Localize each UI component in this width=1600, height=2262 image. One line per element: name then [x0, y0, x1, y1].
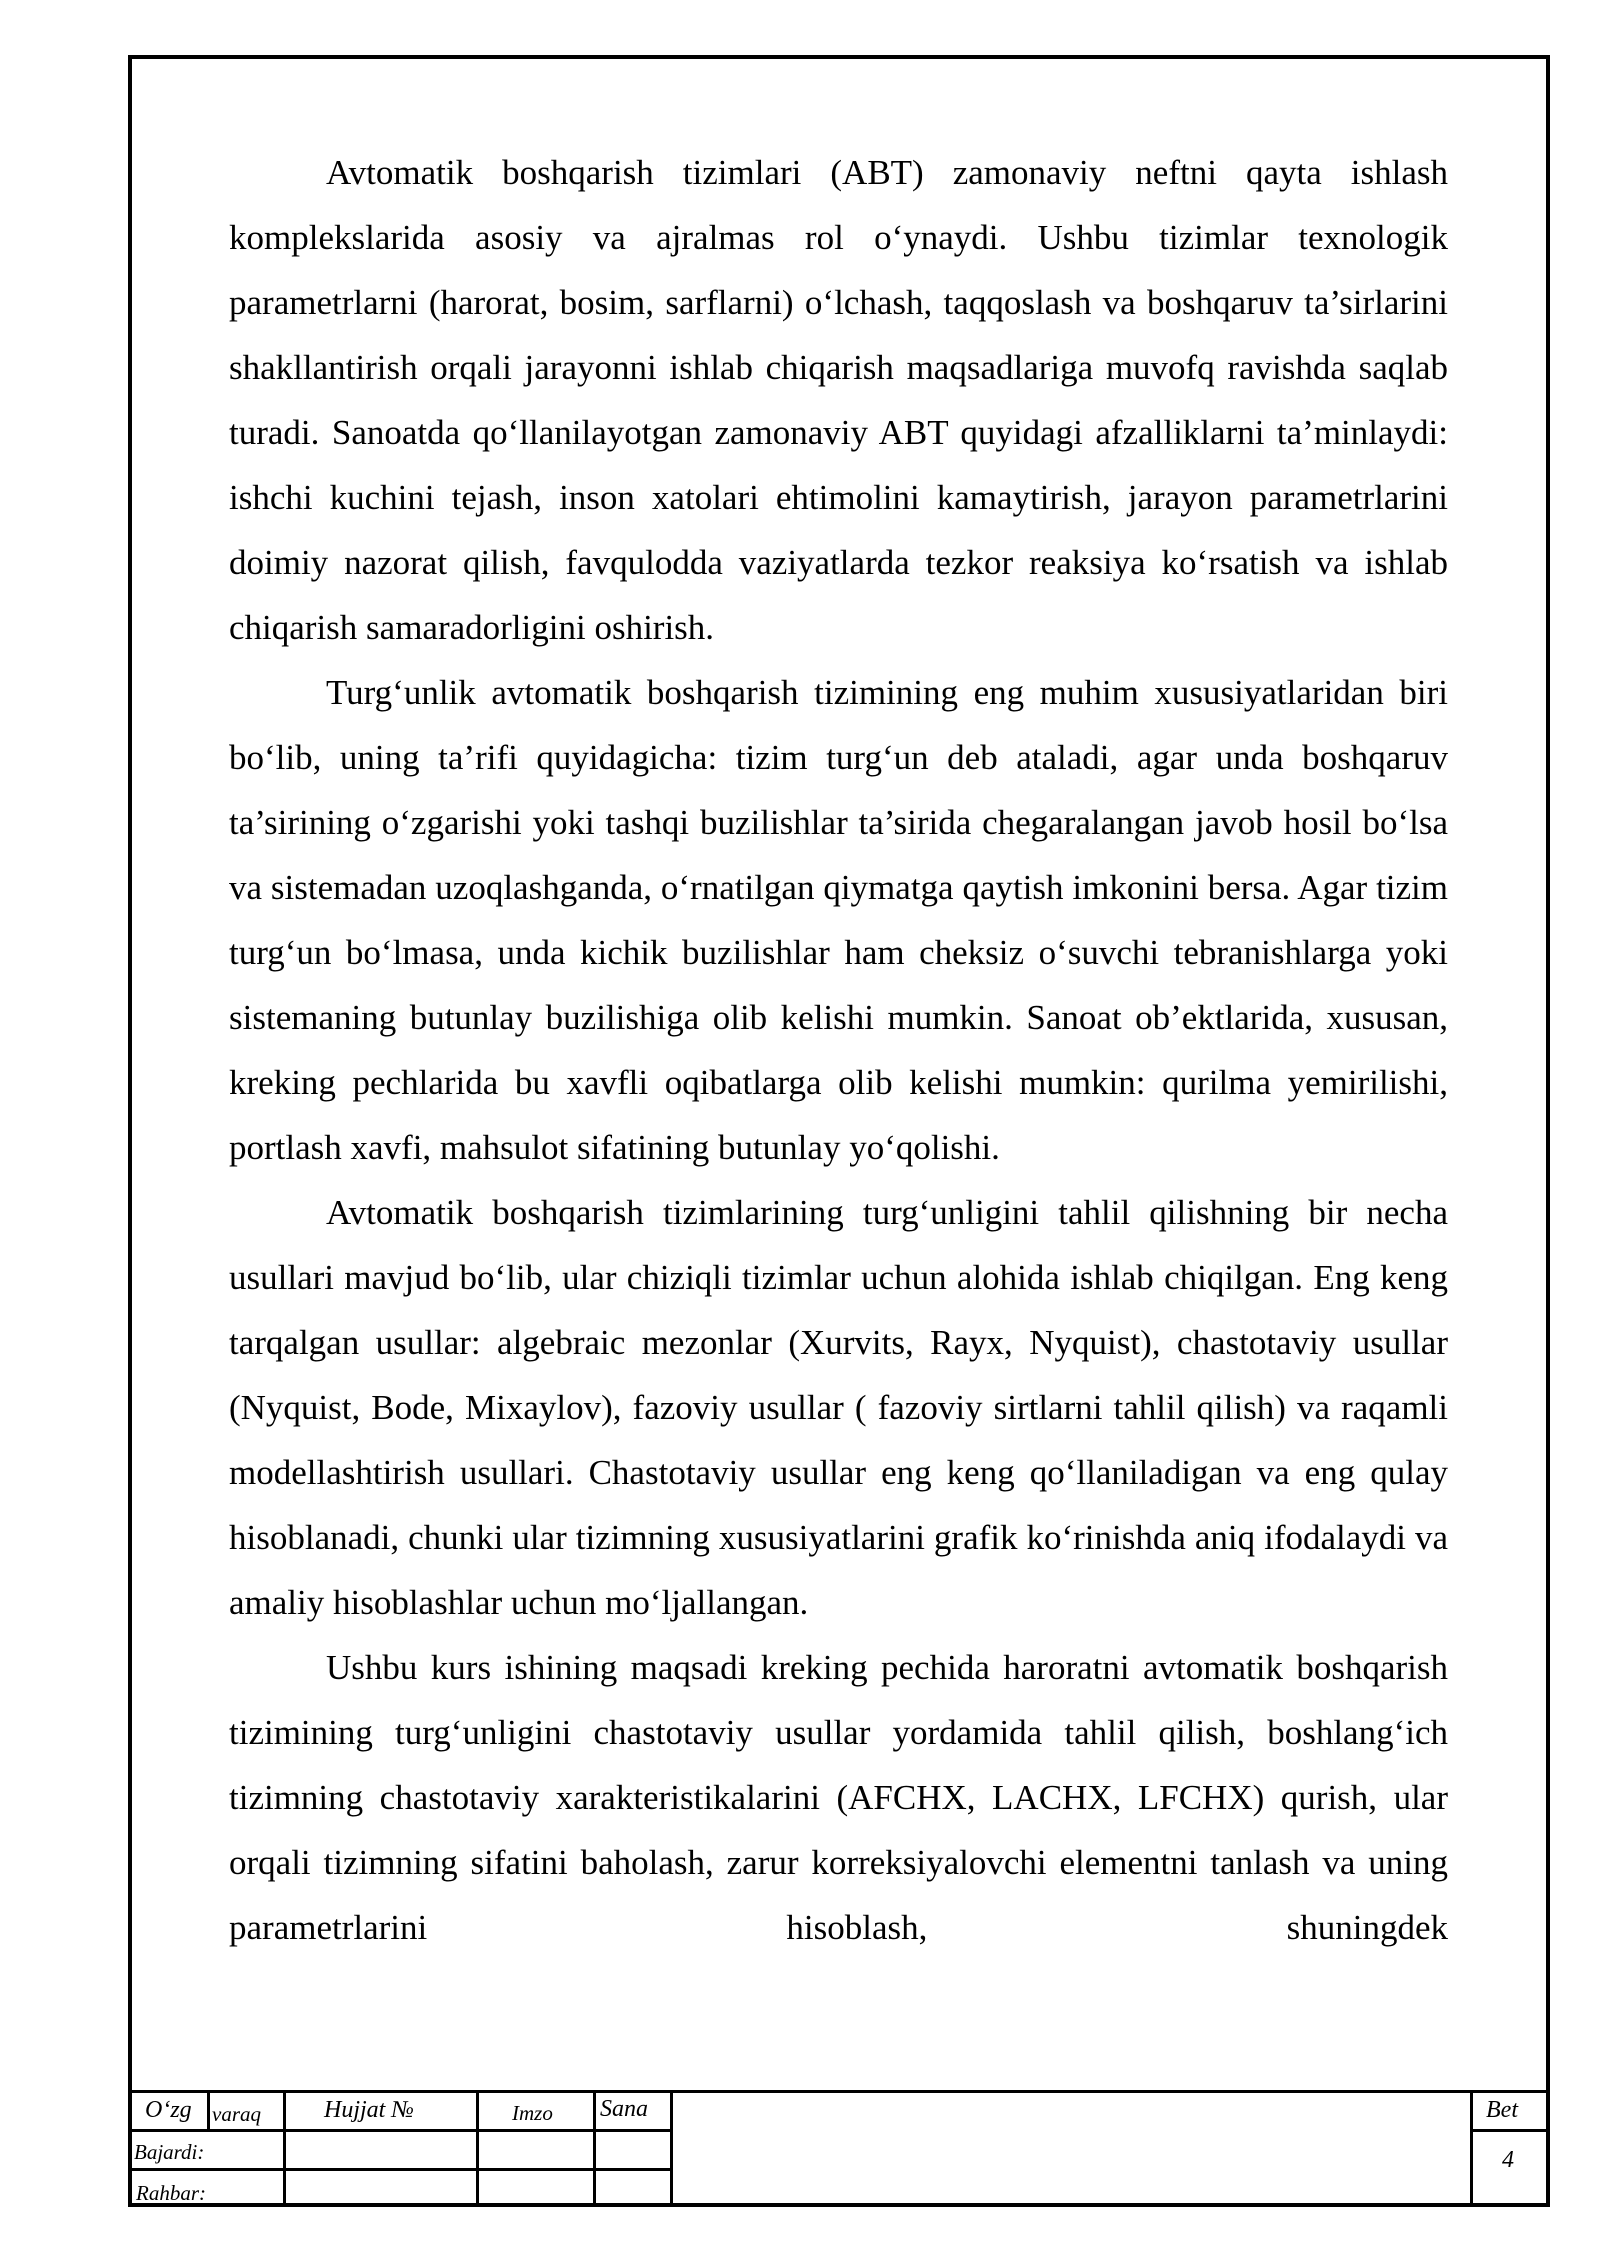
stamp-col-line-4: [593, 2090, 596, 2207]
document-body: [229, 140, 1448, 1960]
stamp-varaq-label: varaq: [212, 2102, 261, 2126]
stamp-col-line-3: [476, 2090, 479, 2207]
title-block-stamp: [128, 2090, 1550, 2207]
stamp-top-line: [128, 2090, 1550, 2093]
stamp-bet-line: [1470, 2129, 1550, 2132]
stamp-ozg-label: O‘zg: [145, 2097, 192, 2123]
page-number: 4: [1502, 2147, 1514, 2173]
stamp-col-line-5: [670, 2090, 673, 2207]
stamp-col-line-2: [283, 2090, 286, 2207]
stamp-bajardi-label: Bajardi:: [134, 2140, 205, 2164]
stamp-sana-label: Sana: [600, 2096, 648, 2122]
stamp-bet-label: Bet: [1486, 2097, 1518, 2123]
stamp-rahbar-label: Rahbar:: [136, 2181, 206, 2205]
stamp-row-line-2: [128, 2168, 673, 2171]
stamp-col-line-1: [207, 2090, 210, 2129]
stamp-col-line-6: [1470, 2090, 1473, 2207]
paragraph-4: Ushbu kurs ishining maqsadi kreking pechida haroratni avtomatik boshqarish tizimining turg‘unligini chastotaviy usullar yordamida tahlil qilish, boshlang‘ich tizimning chastotaviy xarakteristikalarini (AFCHX, LACHX, LFCHX) qurish, ular orqali tizimning sifatini baholash, zarur korreksiyalovchi elementni tanlash va uning parametrlarini hisoblash, shuningdek: [229, 1648, 1448, 1947]
paragraph-2: Turg‘unlik avtomatik boshqarish tizimining eng muhim xususiyatlaridan biri bo‘lib, uning ta’rifi quyidagicha: tizim turg‘un deb ataladi, agar unda boshqaruv ta’sirining o‘zgarishi yoki tashqi buzilishlar ta’sirida chegaralangan javob hosil bo‘lsa va sistemadan uzoqlashganda, o‘rnatilgan qiymatga qaytish imkonini bersa. Agar tizim turg‘un bo‘lmasa, unda kichik buzilishlar ham cheksiz o‘suvchi tebranishlarga yoki sistemaning butunlay buzilishiga olib kelishi mumkin. Sanoat ob’ektlarida, xususan, kreking pechlarida bu xavfli oqibatlarga olib kelishi mumkin: qurilma yemirilishi, portlash xavfi, mahsulot sifatining butunlay yo‘qolishi.: [229, 673, 1448, 1167]
stamp-row-line-1: [128, 2129, 673, 2132]
stamp-hujjat-label: Hujjat №: [324, 2097, 414, 2123]
paragraph-3: Avtomatik boshqarish tizimlarining turg‘unligini tahlil qilishning bir necha usullari mavjud bo‘lib, ular chiziqli tizimlar uchun alohida ishlab chiqilgan. Eng keng tarqalgan usullar: algebraic mezonlar (Xurvits, Rayx, Nyquist), chastotaviy usullar (Nyquist, Bode, Mixaylov), fazoviy usullar ( fazoviy sirtlarni tahlil qilish) va raqamli modellashtirish usullari. Chastotaviy usullar eng keng qo‘llaniladigan va eng qulay hisoblanadi, chunki ular tizimning xususiyatlarini grafik ko‘rinishda aniq ifodalaydi va amaliy hisoblashlar uchun mo‘ljallangan.: [229, 1193, 1448, 1622]
paragraph-1: Avtomatik boshqarish tizimlari (ABT) zamonaviy neftni qayta ishlash komplekslarida asosiy va ajralmas rol o‘ynaydi. Ushbu tizimlar texnologik parametrlarni (harorat, bosim, sarflarni) o‘lchash, taqqoslash va boshqaruv ta’sirlarini shakllantirish orqali jarayonni ishlab chiqarish maqsadlariga muvofq ravishda saqlab turadi. Sanoatda qo‘llanilayotgan zamonaviy ABT quyidagi afzalliklarni ta’minlaydi: ishchi kuchini tejash, inson xatolari ehtimolini kamaytirish, jarayon parametrlarini doimiy nazorat qilish, favqulodda vaziyatlarda tezkor reaksiya ko‘rsatish va ishlab chiqarish samaradorligini oshirish.: [229, 153, 1448, 647]
stamp-imzo-label: Imzo: [512, 2101, 553, 2125]
